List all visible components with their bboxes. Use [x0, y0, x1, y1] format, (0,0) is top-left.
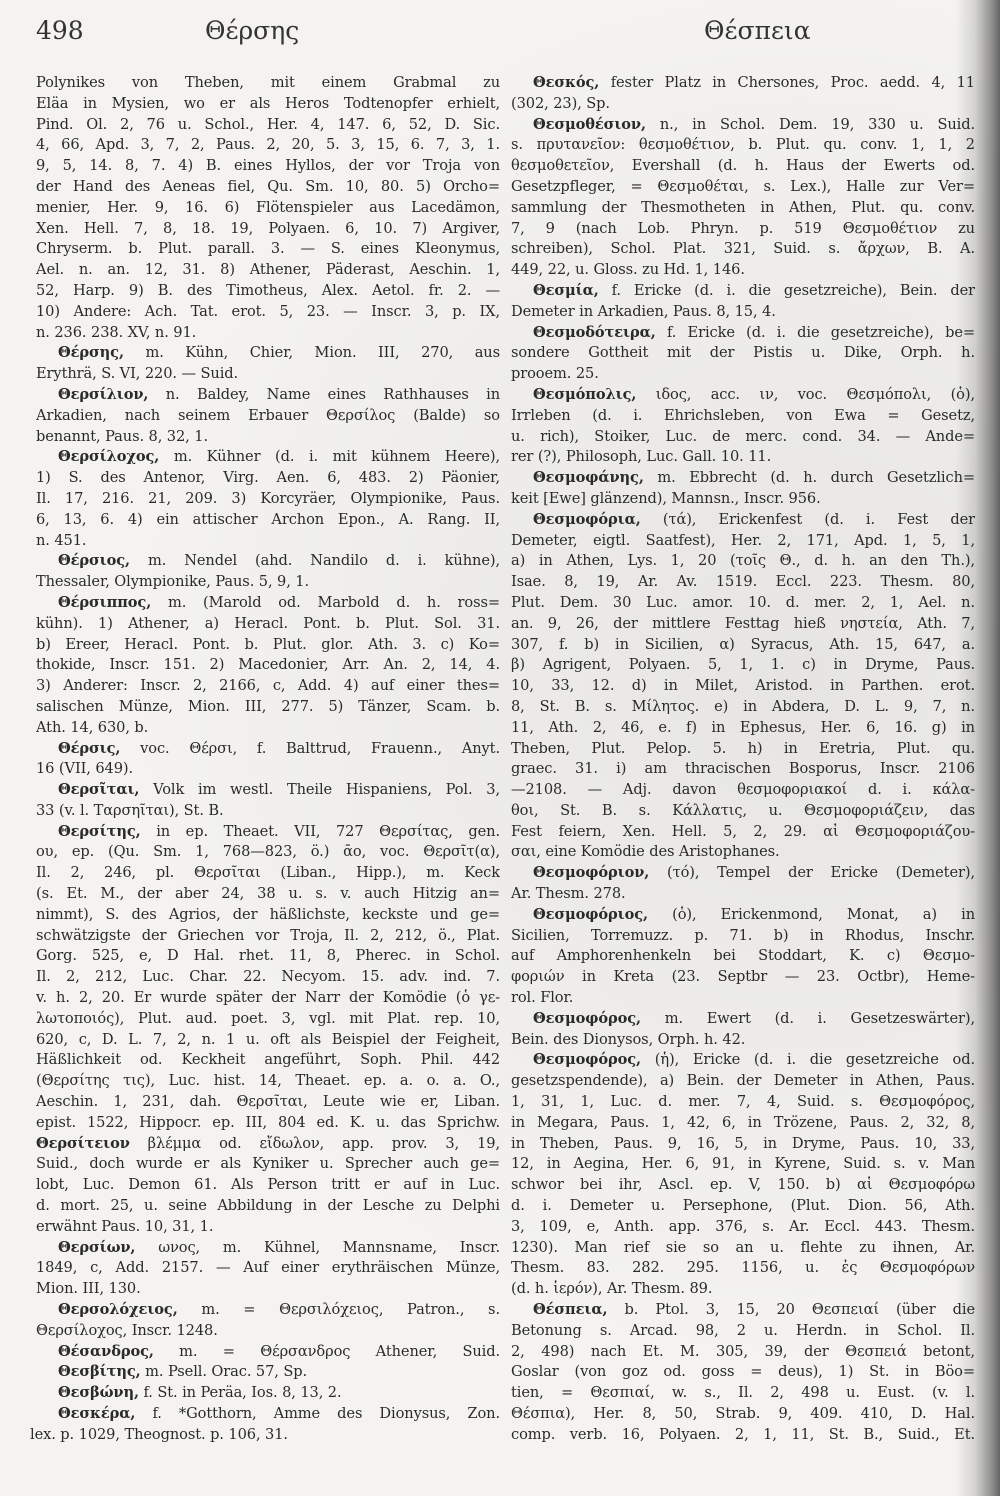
headword: Θεσκός,	[533, 74, 600, 91]
text-line	[36, 676, 500, 697]
text-line	[511, 780, 975, 801]
text-line	[511, 1113, 975, 1134]
text-line	[511, 635, 975, 656]
line-text: f. Ericke (d. i. die gesetzreiche), be=	[655, 323, 975, 341]
line-text: Aeschin. 1, 231, dah. Θερσῖται, Leute wie er, Liban.	[36, 1093, 500, 1111]
text-line	[511, 1092, 975, 1113]
text-line	[511, 884, 975, 905]
headword: Θερσίλιον,	[58, 385, 149, 403]
line-text: 1) S. des Antenor, Virg. Aen. 6, 483. 2) Päonier,	[36, 469, 500, 487]
text-line	[511, 1342, 975, 1363]
line-text: Θερσίλοχος, Inscr. 1248.	[36, 1321, 218, 1339]
line-text: 6, 13, 6. 4) ein attischer Archon Epon., A. Rang. II,	[36, 510, 500, 528]
headword: Θερσίλοχος,	[58, 448, 160, 466]
line-text: 1230). Man rief sie so an u. flehte zu ihnen, Ar.	[511, 1238, 975, 1256]
line-text: rol. Flor.	[511, 989, 574, 1007]
line-text: 12, in Aegina, Her. 6, 91, in Kyrene, Suid. s. v. Man	[511, 1155, 975, 1173]
text-line	[36, 842, 500, 863]
line-text: 307, f. b) in Sicilien, α) Syracus, Ath. 15, 647, a.	[511, 635, 975, 653]
entry-headword-line	[511, 323, 975, 344]
line-text: tien, = Θεσπιαί, w. s., Il. 2, 498 u. Eust. (v. l.	[511, 1384, 975, 1402]
line-text: —2108. — Adj. davon θεσμοφοριακοί d. i. κάλα-	[511, 781, 975, 799]
text-line	[36, 302, 500, 323]
text-line	[36, 239, 500, 260]
entry-headword-line	[36, 1362, 500, 1383]
line-text: salischen Münze, Mion. III, 277. 5) Tänzer, Scam. b.	[36, 697, 500, 715]
line-text: Erythrä, S. VI, 220. — Suid.	[36, 365, 239, 383]
text-line	[511, 427, 975, 448]
text-line	[36, 1113, 500, 1134]
text-line	[36, 260, 500, 281]
text-line	[36, 531, 500, 552]
line-text: b) Ereer, Heracl. Pont. b. Plut. glor. Ath. 3. c) Ko=	[36, 635, 500, 653]
text-line	[511, 302, 975, 323]
line-text: (τό), Tempel der Ericke (Demeter),	[649, 864, 975, 882]
headword: Θεσμοφάνης,	[533, 469, 644, 487]
line-text: Häßlichkeit od. Keckheit angeführt, Soph. Phil. 442	[36, 1051, 500, 1069]
headword: Θεσβώνη,	[58, 1384, 139, 1402]
left-column	[30, 73, 500, 1446]
text-line	[36, 468, 500, 489]
line-text: nimmt), S. des Agrios, der häßlichste, keckste und ge=	[36, 905, 500, 923]
line-text: 3, 109, e, Anth. app. 376, s. Ar. Eccl. 443. Thesm.	[511, 1217, 975, 1235]
text-line	[36, 323, 500, 344]
text-line	[36, 614, 500, 635]
line-text: σαι, eine Komödie des Aristophanes.	[511, 843, 780, 861]
text-line	[36, 364, 500, 385]
running-head-right: Θέσπεια	[704, 16, 811, 45]
text-line	[511, 1238, 975, 1259]
entry-headword-line	[36, 1238, 500, 1259]
headword: Θεσμοθέσιον,	[533, 115, 646, 133]
line-text: (302, 23), Sp.	[511, 94, 610, 112]
text-line	[511, 1321, 975, 1342]
entry-headword-line	[511, 281, 975, 302]
text-line	[511, 801, 975, 822]
headword: Θεσμόπολις,	[533, 385, 637, 403]
headword: Θεσμοδότειρα,	[533, 323, 656, 341]
line-text: 8, St. B. s. Μίλητος. e) in Abdera, D. L. 9, 7, n.	[511, 697, 975, 715]
line-text: der Hand des Aeneas fiel, Qu. Sm. 10, 80. 5) Orcho=	[36, 177, 500, 195]
page-number: 498	[36, 16, 84, 45]
line-text: 16 (VII, 649).	[36, 760, 134, 778]
text-line	[36, 1009, 500, 1030]
entry-headword-line	[511, 905, 975, 926]
entry-headword-line	[36, 343, 500, 364]
text-line	[36, 406, 500, 427]
line-text: m. Nendel (ahd. Nandilo d. i. kühne),	[130, 552, 500, 570]
entry-headword-line	[36, 1383, 500, 1404]
line-text: Ael. n. an. 12, 31. 8) Athener, Päderast, Aeschin. 1,	[36, 261, 500, 279]
line-text: kühn). 1) Athener, a) Heracl. Pont. b. Plut. Sol. 31.	[36, 614, 500, 632]
line-text: Fest feiern, Xen. Hell. 5, 2, 29. αἱ Θεσμοφοριάζου-	[511, 822, 975, 840]
text-line	[511, 364, 975, 385]
line-text: m. = Θερσιλόχειος, Patron., s.	[177, 1301, 500, 1319]
line-text: 3) Anderer: Inscr. 2, 2166, c, Add. 4) auf einer thes=	[36, 677, 500, 695]
line-text: Demeter in Arkadien, Paus. 8, 15, 4.	[511, 302, 776, 320]
text-line	[511, 1383, 975, 1404]
line-text: 1849, c, Add. 2157. — Auf einer erythräischen Münze,	[36, 1259, 500, 1277]
headword: Θεσμία,	[533, 281, 599, 299]
text-line	[511, 135, 975, 156]
text-line	[511, 572, 975, 593]
line-text: m. Ebbrecht (d. h. durch Gesetzlich=	[643, 469, 975, 487]
line-text: in Theben, Paus. 9, 16, 5, in Dryme, Paus. 10, 33,	[511, 1134, 975, 1152]
text-line	[511, 822, 975, 843]
text-line	[511, 926, 975, 947]
text-line	[36, 946, 500, 967]
line-text: 4, 66, Apd. 3, 7, 2, Paus. 2, 20, 5. 3, 15, 6. 7, 3, 1.	[36, 136, 500, 154]
line-text: (d. h. ἱερόν), Ar. Thesm. 89.	[511, 1280, 713, 1298]
line-text: θοι, St. B. s. Κάλλατις, u. Θεσμοφοριάζειν, das	[511, 801, 975, 819]
line-text: benannt, Paus. 8, 32, 1.	[36, 427, 208, 445]
text-line	[36, 905, 500, 926]
entry-headword-line	[511, 385, 975, 406]
text-line	[36, 1258, 500, 1279]
text-line	[511, 531, 975, 552]
text-line	[511, 1196, 975, 1217]
line-text: Ath. 14, 630, b.	[36, 718, 149, 736]
headword: Θερσῖται,	[58, 781, 140, 799]
entry-headword-line	[511, 1050, 975, 1071]
line-text: Pind. Ol. 2, 76 u. Schol., Her. 4, 147. 6, 52, D. Sic.	[36, 115, 500, 133]
line-text: Gorg. 525, e, D Hal. rhet. 11, 8, Pherec. in Schol.	[36, 947, 500, 965]
line-text: Goslar (von goz od. goss = deus), 1) St. in Böo=	[511, 1363, 975, 1381]
text-line	[36, 1196, 500, 1217]
running-head-left: Θέρσης	[205, 16, 300, 45]
text-line	[511, 697, 975, 718]
text-line	[511, 718, 975, 739]
text-line	[511, 447, 975, 468]
text-line	[511, 1071, 975, 1092]
line-text: m. = Θέρσανδρος Athener, Suid.	[153, 1342, 500, 1360]
text-line	[30, 1425, 500, 1446]
text-line	[36, 1071, 500, 1092]
text-line	[36, 926, 500, 947]
text-line	[36, 219, 500, 240]
line-text: schwätzigste der Griechen vor Troja, Il. 2, 212, ö., Plat.	[36, 926, 500, 944]
text-line	[36, 1050, 500, 1071]
line-text: Θέσπια), Her. 8, 50, Strab. 9, 409. 410, D. Hal.	[511, 1405, 975, 1422]
line-text: u. rich), Stoiker, Luc. de merc. cond. 34. — Ande=	[511, 427, 975, 445]
line-text: Polynikes von Theben, mit einem Grabmal zu	[36, 74, 500, 91]
line-text: 10) Andere: Ach. Tat. erot. 5, 23. — Inscr. 3, p. IX,	[36, 302, 500, 320]
line-text: m. Kühner (d. i. mit kühnem Heere),	[159, 448, 500, 466]
text-line	[511, 177, 975, 198]
text-line	[511, 551, 975, 572]
text-line	[36, 1154, 500, 1175]
text-line	[36, 759, 500, 780]
text-line	[511, 739, 975, 760]
text-line	[36, 427, 500, 448]
line-text: ου, ep. (Qu. Sm. 1, 768—823, ö.) ᾱο, voc. Θερσῖτ(α),	[36, 843, 500, 861]
line-text: ωνος, m. Kühnel, Mannsname, Inscr.	[135, 1238, 500, 1256]
headword: Θερσίτειον	[36, 1134, 130, 1152]
text-line	[36, 177, 500, 198]
line-text: sondere Gottheit mit der Pistis u. Dike, Orph. h.	[511, 344, 975, 362]
line-text: v. h. 2, 20. Er wurde später der Narr der Komödie (ὁ γε-	[36, 989, 500, 1007]
line-text: comp. verb. 16, Polyaen. 2, 1, 11, St. B., Suid., Et.	[511, 1425, 975, 1443]
line-text: a) in Athen, Lys. 1, 20 (τοῖς Θ., d. h. an den Th.),	[511, 552, 975, 570]
line-text: Isae. 8, 19, Ar. Av. 1519. Eccl. 223. Thesm. 80,	[511, 573, 975, 591]
line-text: Betonung s. Arcad. 98, 2 u. Herdn. in Schol. Il.	[511, 1321, 975, 1339]
line-text: 449, 22, u. Gloss. zu Hd. 1, 146.	[511, 261, 745, 279]
text-line	[511, 489, 975, 510]
text-line	[36, 1092, 500, 1113]
text-line	[511, 260, 975, 281]
entry-headword-line	[36, 551, 500, 572]
text-line	[511, 842, 975, 863]
line-text: m. Ewert (d. i. Gesetzeswärter),	[641, 1009, 975, 1027]
entry-headword-line	[36, 780, 500, 801]
line-text: epist. 1522, Hippocr. ep. III, 804 ed. K. u. das Sprichw.	[36, 1113, 500, 1131]
line-text: auf Amphorenhenkeln bei Stoddart, K. c) Θεσμο-	[511, 947, 975, 965]
text-line	[511, 94, 975, 115]
text-line	[36, 135, 500, 156]
text-line	[36, 863, 500, 884]
line-text: Bein. des Dionysos, Orph. h. 42.	[511, 1030, 746, 1048]
text-line	[511, 239, 975, 260]
line-text: Chryserm. b. Plut. parall. 3. — S. eines Kleonymus,	[36, 240, 500, 258]
text-line	[511, 1154, 975, 1175]
text-line	[511, 1175, 975, 1196]
headword: Θεσβίτης,	[58, 1363, 141, 1381]
text-line	[36, 967, 500, 988]
line-text: d. i. Demeter u. Persephone, (Plut. Dion. 56, Ath.	[511, 1197, 975, 1215]
line-text: 33 (v. l. Ταρσηῖται), St. B.	[36, 801, 224, 819]
text-line	[511, 1404, 975, 1425]
headword: Θερσίων,	[58, 1238, 136, 1256]
line-text: graec. 31. i) am thracischen Bosporus, Inscr. 2106	[511, 760, 975, 778]
line-text: Il. 2, 212, Luc. Char. 22. Necyom. 15. adv. ind. 7.	[36, 968, 500, 986]
line-text: λωτοποιός), Plut. aud. poet. 3, vgl. mit Plat. rep. 10,	[36, 1009, 500, 1027]
text-line	[36, 156, 500, 177]
line-text: Gesetzpfleger, = Θεσμοθέται, s. Lex.), Halle zur Ver=	[511, 177, 975, 195]
entry-headword-line	[511, 115, 975, 136]
line-text: 10, 33, 12. d) in Milet, Aristod. in Parthen. erot.	[511, 677, 975, 695]
text-line	[36, 572, 500, 593]
line-text: Il. 2, 246, pl. Θερσῖται (Liban., Hipp.), m. Keck	[36, 864, 500, 882]
text-line	[36, 1279, 500, 1300]
text-line	[36, 697, 500, 718]
headword: Θεσμοφόρια,	[533, 510, 641, 528]
text-line	[511, 198, 975, 219]
line-text: (τά), Erickenfest (d. i. Fest der	[640, 510, 975, 528]
entry-headword-line	[511, 468, 975, 489]
line-text: an. 9, 26, der mittlere Festtag hieß νηστεία, Ath. 7,	[511, 614, 975, 632]
line-text: (s. Et. M., der aber 24, 38 u. s. v. auch Hitzig an=	[36, 885, 500, 903]
line-text: n., in Schol. Dem. 19, 330 u. Suid.	[645, 115, 975, 133]
line-text: d. mort. 25, u. seine Abbildung in der Lesche zu Delphi	[36, 1197, 500, 1215]
headword: Θέρσις,	[58, 739, 121, 757]
text-line	[511, 593, 975, 614]
text-line	[36, 94, 500, 115]
line-text: (ἡ), Ericke (d. i. die gesetzreiche od.	[641, 1051, 975, 1069]
text-line	[36, 655, 500, 676]
text-line	[511, 156, 975, 177]
line-text: ιδος, acc. ιν, voc. Θεσμόπολι, (ὁ),	[636, 385, 975, 403]
entry-headword-line	[36, 1300, 500, 1321]
line-text: gesetzspendende), a) Bein. der Demeter in Athen, Paus.	[511, 1072, 975, 1090]
line-text: Xen. Hell. 7, 8, 18. 19, Polyaen. 6, 10. 7) Argiver,	[36, 219, 500, 237]
text-line	[36, 988, 500, 1009]
line-text: β) Agrigent, Polyaen. 5, 1, 1. c) in Dryme, Paus.	[511, 656, 975, 674]
text-line	[511, 1425, 975, 1446]
text-line	[36, 718, 500, 739]
text-line	[36, 1175, 500, 1196]
line-text: schreiben), Schol. Plat. 321, Suid. s. ἄρχων, B. A.	[511, 240, 975, 258]
headword: Θεσκέρα,	[58, 1405, 136, 1422]
line-text: n. 451.	[36, 531, 87, 549]
line-text: n. Baldey, Name eines Rathhauses in	[148, 385, 500, 403]
headword: Θέσανδρος,	[58, 1342, 154, 1360]
entry-headword-line	[511, 1300, 975, 1321]
text-line	[511, 946, 975, 967]
line-text: Thesm. 83. 282. 295. 1156, u. ἐς Θεσμοφόρων	[511, 1259, 975, 1277]
entry-headword-line	[36, 1342, 500, 1363]
line-text: voc. Θέρσι, f. Balttrud, Frauenn., Anyt.	[120, 739, 500, 757]
text-line	[511, 1030, 975, 1051]
line-text: menier, Her. 9, 16. 6) Flötenspieler aus Lacedämon,	[36, 198, 500, 216]
text-line	[511, 406, 975, 427]
text-line	[36, 635, 500, 656]
headword: Θεσμοφόριον,	[533, 864, 650, 882]
entry-headword-line	[36, 1134, 500, 1155]
entry-headword-line	[36, 1404, 500, 1425]
text-line	[511, 1134, 975, 1155]
text-line	[511, 343, 975, 364]
line-text: in Megara, Paus. 1, 42, 6, in Trözene, Paus. 2, 32, 8,	[511, 1113, 975, 1131]
line-text: s. πρυτανεῖον: θεσμοθέτιον, b. Plut. qu. conv. 1, 1, 2	[511, 136, 975, 154]
text-line	[36, 801, 500, 822]
line-text: 2, 498) nach Et. M. 305, 39, der Θεσπειά betont,	[511, 1342, 975, 1360]
headword: Θεσμοφόρος,	[533, 1009, 642, 1027]
line-text: Theben, Plut. Pelop. 5. h) in Eretria, Plut. qu.	[511, 739, 975, 757]
line-text: n. 236. 238. XV, n. 91.	[36, 323, 197, 341]
line-text: Arkadien, nach seinem Erbauer Θερσίλος (Balde) so	[36, 406, 500, 424]
line-text: 7, 9 (nach Lob. Phryn. p. 519 Θεσμοθέτιον zu	[511, 219, 975, 237]
line-text: Thessaler, Olympionike, Paus. 5, 9, 1.	[36, 573, 310, 591]
entry-headword-line	[36, 385, 500, 406]
right-column	[511, 73, 975, 1446]
text-line	[36, 489, 500, 510]
line-text: 52, Harp. 9) B. des Timotheus, Alex. Aetol. fr. 2. —	[36, 281, 500, 299]
line-text: βλέμμα od. εἴδωλον, app. prov. 3, 19,	[129, 1134, 500, 1152]
headword: Θέρσιος,	[58, 552, 131, 570]
page-header	[0, 14, 1000, 54]
text-line	[36, 198, 500, 219]
line-text: lobt, Luc. Demon 61. Als Person tritt er auf in Luc.	[36, 1176, 500, 1194]
line-text: Demeter, eigtl. Saatfest), Her. 2, 171, Apd. 1, 5, 1,	[511, 531, 975, 549]
text-line	[36, 73, 500, 94]
entry-headword-line	[36, 447, 500, 468]
text-line	[511, 1258, 975, 1279]
line-text: fester Platz in Chersones, Proc. aedd. 4, 11	[599, 74, 975, 91]
line-text: 1, 31, 1, Luc. d. mer. 7, 4, Suid. s. Θεσμοφόρος,	[511, 1093, 975, 1111]
line-text: Mion. III, 130.	[36, 1280, 141, 1298]
line-text: Il. 17, 216. 21, 209. 3) Korcyräer, Olympionike, Paus.	[36, 489, 500, 507]
line-text: thokide, Inscr. 151. 2) Macedonier, Arr. An. 2, 14, 4.	[36, 656, 500, 674]
line-text: m. Psell. Orac. 57, Sp.	[140, 1363, 308, 1381]
line-text: f. St. in Peräa, Ios. 8, 13, 2.	[138, 1384, 342, 1402]
line-text: schwor bei ihr, Ascl. ep. V, 150. b) αἱ Θεσμοφόρω	[511, 1176, 975, 1194]
headword: Θεσμοφόριος,	[533, 905, 648, 923]
text-line	[36, 1030, 500, 1051]
line-text: m. (Marold od. Marbold d. h. ross=	[151, 593, 500, 611]
line-text: 620, c, D. L. 7, 2, n. 1 u. oft als Beispiel der Feigheit,	[36, 1030, 500, 1048]
text-line	[511, 967, 975, 988]
headword: Θέσπεια,	[533, 1301, 608, 1319]
headword: Θέρσιππος,	[58, 593, 152, 611]
text-line	[511, 614, 975, 635]
text-line	[36, 510, 500, 531]
headword: Θερσολόχειος,	[58, 1301, 178, 1319]
text-line	[511, 655, 975, 676]
entry-headword-line	[36, 593, 500, 614]
line-text: keit [Ewe] glänzend), Mannsn., Inscr. 956.	[511, 489, 821, 507]
headword: Θέρσης,	[58, 344, 124, 362]
text-line	[36, 281, 500, 302]
line-text: prooem. 25.	[511, 365, 599, 383]
line-text: Irrleben (d. i. Ehrichsleben, von Ewa = Gesetz,	[511, 406, 975, 424]
line-text: m. Kühn, Chier, Mion. III, 270, aus	[123, 344, 500, 362]
line-text: b. Ptol. 3, 15, 20 Θεσπειαί (über die	[607, 1301, 975, 1319]
text-line	[511, 1217, 975, 1238]
text-line	[511, 988, 975, 1009]
entry-headword-line	[511, 1009, 975, 1030]
text-line	[511, 759, 975, 780]
line-text: 9, 5, 14. 8, 7. 4) B. eines Hyllos, der vor Troja von	[36, 157, 500, 175]
text-line	[511, 219, 975, 240]
line-text: Ar. Thesm. 278.	[511, 885, 626, 903]
text-line	[36, 115, 500, 136]
entry-headword-line	[36, 739, 500, 760]
line-text: (Θερσίτης τις), Luc. hist. 14, Theaet. ep. a. o. a. O.,	[36, 1072, 500, 1090]
line-text: f. Ericke (d. i. die gesetzreiche), Bein. der	[598, 281, 975, 299]
line-text: rer (?), Philosoph, Luc. Gall. 10. 11.	[511, 448, 772, 466]
line-text: (ὁ), Erickenmond, Monat, a) in	[647, 905, 975, 923]
text-line	[511, 676, 975, 697]
line-text: 11, Ath. 2, 46, e. f) in Ephesus, Her. 6, 16. g) in	[511, 718, 975, 736]
line-text: sammlung der Thesmotheten in Athen, Plut. qu. conv.	[511, 198, 975, 216]
entry-headword-line	[511, 73, 975, 94]
line-text: lex. p. 1029, Theognost. p. 106, 31.	[30, 1425, 288, 1443]
line-text: Sicilien, Torremuzz. p. 71. b) in Rhodus, Inschr.	[511, 926, 975, 944]
line-text: erwähnt Paus. 10, 31, 1.	[36, 1217, 214, 1235]
entry-headword-line	[511, 510, 975, 531]
line-text: Volk im westl. Theile Hispaniens, Pol. 3,	[139, 781, 500, 799]
headword: Θερσίτης,	[58, 822, 141, 840]
text-line	[36, 884, 500, 905]
text-line	[511, 1279, 975, 1300]
line-text: Suid., doch wurde er als Kyniker u. Sprecher auch ge=	[36, 1155, 500, 1173]
line-text: Plut. Dem. 30 Luc. amor. 10. d. mer. 2, 1, Ael. n.	[511, 593, 975, 611]
entry-headword-line	[511, 863, 975, 884]
line-text: Eläa in Mysien, wo er als Heros Todtenopfer erhielt,	[36, 94, 500, 112]
line-text: in ep. Theaet. VII, 727 Θερσίτας, gen.	[140, 822, 500, 840]
line-text: θεσμοθετεῖον, Evershall (d. h. Haus der Ewerts od.	[511, 157, 975, 175]
entry-headword-line	[36, 822, 500, 843]
text-line	[36, 1217, 500, 1238]
text-line	[36, 1321, 500, 1342]
headword: Θεσμοφόρος,	[533, 1051, 642, 1069]
line-text: f. *Gotthorn, Amme des Dionysus, Zon.	[135, 1405, 500, 1422]
text-line	[511, 1362, 975, 1383]
line-text: φοριών in Kreta (23. Septbr — 23. Octbr), Heme-	[511, 968, 975, 986]
